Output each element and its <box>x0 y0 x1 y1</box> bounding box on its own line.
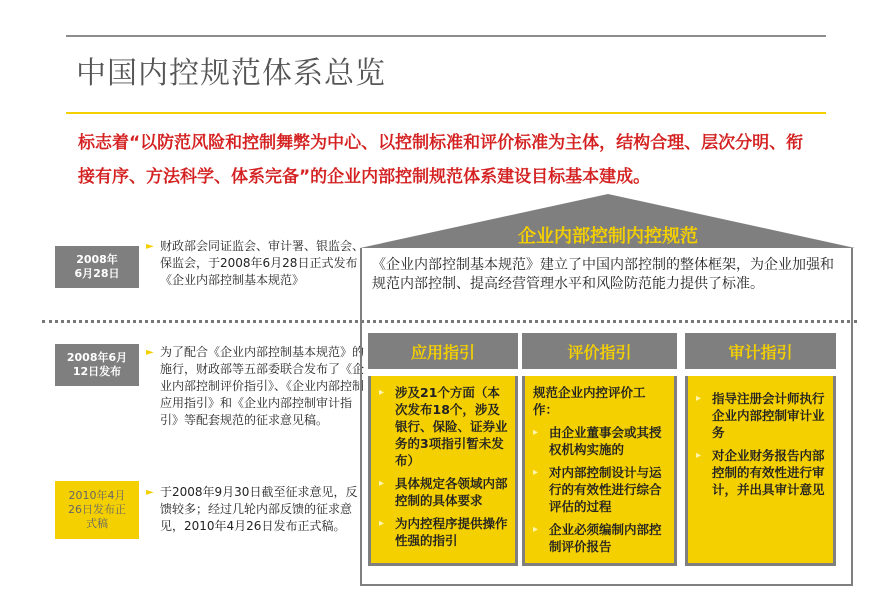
timeline-text: 财政部会同证监会、审计署、银监会、保监会，于2008年6月28日正式发布《企业内部控制基本规范》 <box>160 239 365 287</box>
bullet-item: ▸ 对内部控制设计与运行的有效性进行综合评估的过程 <box>533 464 668 515</box>
column-header-application: 应用指引 <box>368 333 518 369</box>
bullet-item: ▸ 企业必须编制内部控制评价报告 <box>533 521 668 555</box>
top-divider <box>66 35 826 37</box>
column-body-evaluation <box>522 376 677 566</box>
bullet-item: ▸ 对企业财务报告内部控制的有效性进行审计，并出具审计意见 <box>696 447 827 498</box>
timeline-item-1 <box>146 238 365 289</box>
bullet-icon: ► <box>146 487 154 498</box>
bullet-icon: ► <box>146 241 154 252</box>
bullet-item: ▸ 涉及21个方面（本次发布18个，涉及银行、保险、证券业务的3项指引暂未发布） <box>379 384 509 469</box>
timeline-text: 于2008年9月30日截至征求意见，反馈较多；经过几轮内部反馈的征求意见，2010年4月26日发布正式稿。 <box>160 485 358 533</box>
column-header-audit: 审计指引 <box>685 333 836 369</box>
house-title: 企业内部控制内控规范 <box>518 226 698 247</box>
bullet-item: ▸ 指导注册会计师执行企业内部控制审计业务 <box>696 390 827 441</box>
house-description: 《企业内部控制基本规范》建立了中国内部控制的整体框架，为企业加强和规范内部控制、提高经营管理水平和风险防范能力提供了标准。 <box>372 257 834 292</box>
intro-statement: 标志着“以防范风险和控制舞弊为中心、以控制标准和评价标准为主体，结构合理、层次分明、衔接有序、方法科学、体系完备”的企业内部控制规范体系建设目标基本建成。 <box>78 133 804 187</box>
column-lead: 规范企业内控评价工作： <box>533 385 646 417</box>
page-title: 中国内控规范体系总览 <box>76 56 386 91</box>
date-label-2: 2008年6月12日发布 <box>55 344 139 386</box>
bullet-item: ▸ 具体规定各领域内部控制的具体要求 <box>379 475 509 509</box>
timeline-item-2 <box>146 344 365 429</box>
bullet-item: ▸ 由企业董事会或其授权机构实施的 <box>533 424 668 458</box>
bullet-item: ▸ 为内控程序提供操作性强的指引 <box>379 515 509 549</box>
date-label-1: 2008年 6月28日 <box>55 246 139 288</box>
column-body-application <box>368 376 518 566</box>
bullet-icon: ► <box>146 347 154 358</box>
column-body-audit <box>685 376 836 566</box>
title-underline <box>66 112 826 114</box>
timeline-text: 为了配合《企业内部控制基本规范》的施行，财政部等五部委联合发布了《企业内部控制评价指引》、《企业内部控制应用指引》和《企业内部控制审计指引》等配套规范的征求意见稿。 <box>160 345 365 427</box>
timeline-item-3 <box>146 484 365 535</box>
column-header-evaluation: 评价指引 <box>522 333 677 369</box>
date-label-3: 2010年4月26日发布正式稿 <box>55 481 139 539</box>
